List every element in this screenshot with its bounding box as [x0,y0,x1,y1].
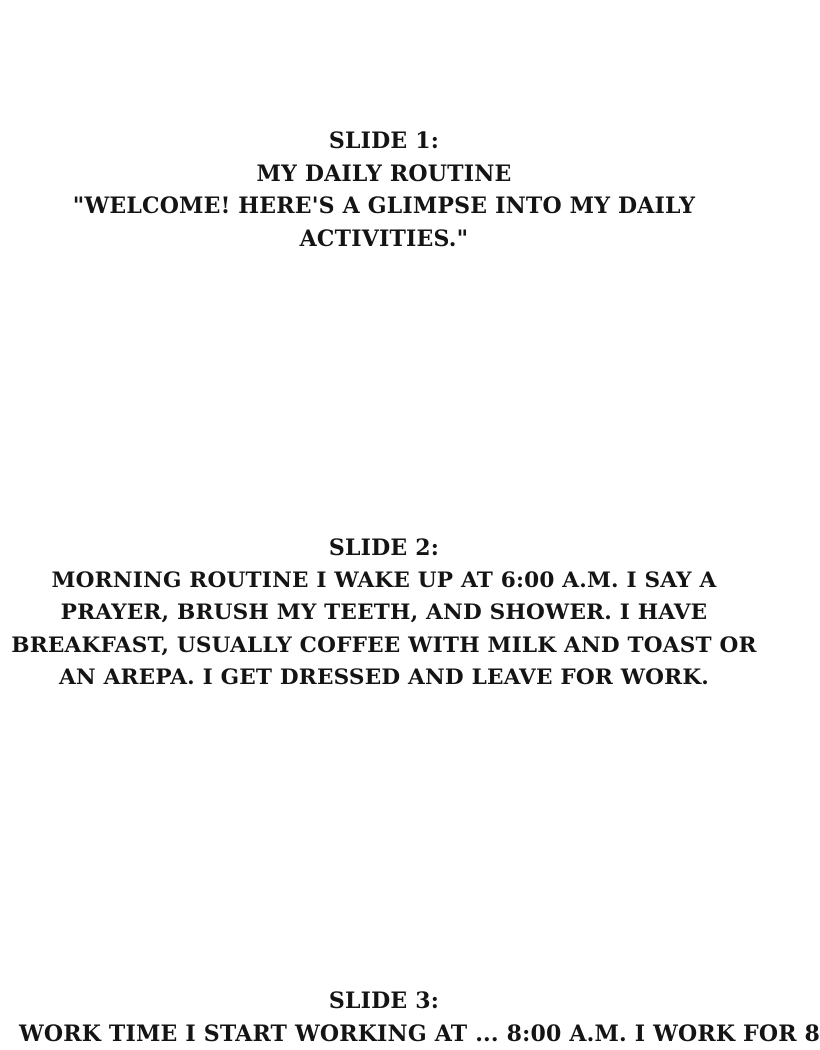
slide-1-title: MY DAILY ROUTINE [0,158,768,191]
slide-3-body: WORK TIME I START WORKING AT ... 8:00 A.M. I WORK FOR 8 [19,1018,749,1050]
slide-3-block [0,985,768,1050]
slide-2-body: MORNING ROUTINE I WAKE UP AT 6:00 A.M. I SAY A PRAYER, BRUSH MY TEETH, AND SHOWER. I HAVE BREAKFAST, USUALLY COFFEE WITH MILK AND TOAST OR AN AREPA. I GET DRESSED AND LEAVE FOR WORK. [9,565,759,695]
slide-1-block [0,125,768,255]
slide-3-heading: SLIDE 3: [0,985,768,1018]
slide-2-heading: SLIDE 2: [0,532,768,565]
slide-1-body: "WELCOME! HERE'S A GLIMPSE INTO MY DAILY ACTIVITIES." [34,190,734,255]
slide-2-block [0,532,768,695]
slide-1-heading: SLIDE 1: [0,125,768,158]
